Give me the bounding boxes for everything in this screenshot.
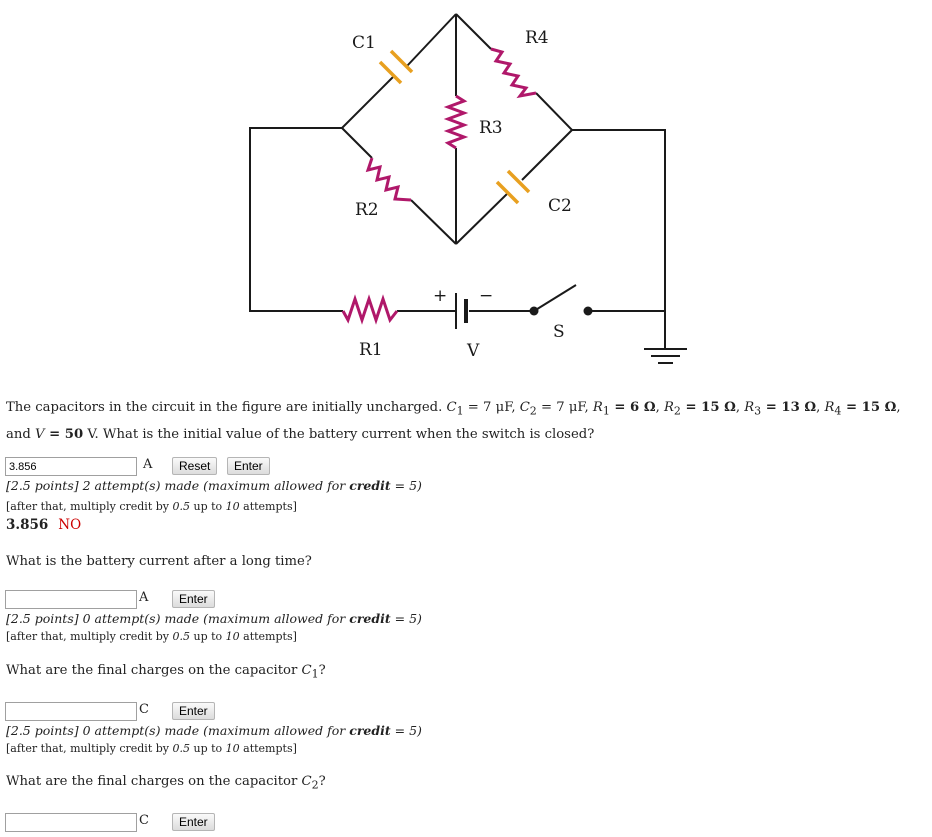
limit-1: 10 bbox=[225, 500, 240, 513]
response-value-1: 3.856 bbox=[6, 517, 49, 533]
unit-label-2: A bbox=[139, 590, 149, 605]
after-2: [after that, multiply credit by bbox=[6, 630, 173, 643]
attempts-2: 0 attempt(s) made (maximum allowed for bbox=[78, 611, 350, 626]
max-1: = 5) bbox=[390, 478, 422, 493]
val-r1: = 6 Ω bbox=[609, 400, 656, 415]
problem-suffix: V. What is the initial value of the battery current when the switch is closed? bbox=[83, 426, 595, 442]
answer-input-1[interactable] bbox=[5, 457, 137, 476]
sym-v: V bbox=[35, 426, 45, 442]
response-1 bbox=[6, 517, 81, 533]
limit-2: 10 bbox=[225, 630, 240, 643]
label-plus: + bbox=[433, 286, 448, 306]
upto-1: up to bbox=[189, 500, 226, 513]
unit-label-4: C bbox=[139, 813, 149, 828]
attw-3: attempts] bbox=[239, 742, 297, 755]
unit-label-3: C bbox=[139, 702, 149, 717]
multiplier-info-3 bbox=[6, 742, 297, 755]
label-r1: R1 bbox=[359, 340, 383, 360]
multiplier-info-2 bbox=[6, 630, 297, 643]
enter-button-2[interactable]: Enter bbox=[172, 590, 215, 608]
sep-3: , bbox=[655, 400, 664, 415]
question-4-prompt bbox=[6, 774, 326, 792]
val-r4: = 15 Ω bbox=[841, 400, 897, 415]
q3-end: ? bbox=[318, 663, 326, 678]
credit-2: credit bbox=[349, 611, 391, 626]
response-status-1: NO bbox=[58, 517, 82, 533]
val-v: = 50 bbox=[44, 426, 84, 442]
reset-button-1[interactable]: Reset bbox=[172, 457, 217, 475]
label-c2: C2 bbox=[548, 196, 572, 216]
max-2: = 5) bbox=[390, 611, 422, 626]
answer-input-4[interactable] bbox=[5, 813, 137, 832]
label-r2: R2 bbox=[355, 200, 379, 220]
question-3-prompt bbox=[6, 663, 326, 681]
label-v: V bbox=[467, 341, 480, 361]
points-2: [2.5 points] bbox=[6, 611, 79, 626]
sym-r3: R bbox=[744, 400, 755, 415]
resistor-r3-icon bbox=[448, 96, 464, 148]
factor-1: 0.5 bbox=[172, 500, 190, 513]
sym-r1: R bbox=[592, 400, 603, 415]
val-r2: = 15 Ω bbox=[680, 400, 736, 415]
answer-input-3[interactable] bbox=[5, 702, 137, 721]
enter-button-4[interactable]: Enter bbox=[172, 813, 215, 831]
and-word: , and bbox=[6, 400, 901, 442]
label-s: S bbox=[553, 322, 565, 342]
credit-3: credit bbox=[349, 723, 391, 738]
q4-end: ? bbox=[318, 774, 326, 789]
unit-c2: μF bbox=[568, 400, 585, 415]
label-minus: − bbox=[479, 286, 494, 306]
sep-5: , bbox=[816, 400, 825, 415]
sym-r4: R bbox=[824, 400, 835, 415]
credit-1: credit bbox=[349, 478, 391, 493]
after-3: [after that, multiply credit by bbox=[6, 742, 173, 755]
resistor-r1-icon bbox=[343, 299, 397, 320]
circuit-wires bbox=[250, 14, 687, 363]
enter-button-1[interactable]: Enter bbox=[227, 457, 270, 475]
q4-sub: 2 bbox=[311, 778, 319, 792]
sep-1: , bbox=[511, 400, 520, 415]
val-c2: = 7 bbox=[536, 400, 569, 415]
factor-2: 0.5 bbox=[172, 630, 190, 643]
q3-sym: C bbox=[301, 663, 312, 678]
attempts-1: 2 attempt(s) made (maximum allowed for bbox=[78, 478, 350, 493]
sub-r3: 3 bbox=[754, 404, 762, 418]
attw-1: attempts] bbox=[239, 500, 297, 513]
attempts-info-3 bbox=[6, 723, 422, 738]
sep-4: , bbox=[735, 400, 745, 415]
multiplier-info-1 bbox=[6, 500, 297, 513]
sub-r1: 1 bbox=[602, 404, 610, 418]
q4-text: What are the final charges on the capacitor bbox=[6, 774, 302, 789]
resistor-r4-icon bbox=[491, 49, 536, 96]
attempts-3: 0 attempt(s) made (maximum allowed for bbox=[78, 723, 350, 738]
upto-3: up to bbox=[189, 742, 226, 755]
switch-contact-right bbox=[584, 307, 593, 316]
q3-text: What are the final charges on the capacitor bbox=[6, 663, 302, 678]
battery-icon bbox=[456, 293, 466, 329]
sym-c2: C bbox=[519, 400, 530, 415]
q4-sym: C bbox=[301, 774, 312, 789]
attempts-info-1 bbox=[6, 478, 422, 493]
label-r3: R3 bbox=[479, 118, 503, 138]
answer-input-2[interactable] bbox=[5, 590, 137, 609]
sub-r2: 2 bbox=[673, 404, 681, 418]
upto-2: up to bbox=[189, 630, 226, 643]
sym-c1: C bbox=[446, 400, 457, 415]
sub-r4: 4 bbox=[834, 404, 842, 418]
capacitor-c1-icon bbox=[380, 51, 412, 83]
question-2-prompt: What is the battery current after a long time? bbox=[6, 554, 312, 569]
resistor-r2-icon bbox=[368, 158, 411, 200]
sym-r2: R bbox=[663, 400, 674, 415]
circuit-diagram bbox=[0, 0, 932, 390]
points-1: [2.5 points] bbox=[6, 478, 79, 493]
sep-2: , bbox=[584, 400, 593, 415]
factor-3: 0.5 bbox=[172, 742, 190, 755]
after-1: [after that, multiply credit by bbox=[6, 500, 173, 513]
label-c1: C1 bbox=[352, 33, 376, 53]
unit-c1: μF bbox=[495, 400, 512, 415]
q3-sub: 1 bbox=[311, 667, 319, 681]
val-r3: = 13 Ω bbox=[761, 400, 817, 415]
enter-button-3[interactable]: Enter bbox=[172, 702, 215, 720]
limit-3: 10 bbox=[225, 742, 240, 755]
points-3: [2.5 points] bbox=[6, 723, 79, 738]
sub-c2: 2 bbox=[529, 404, 537, 418]
problem-statement bbox=[6, 396, 928, 446]
val-c1: = 7 bbox=[463, 400, 496, 415]
sub-c1: 1 bbox=[456, 404, 464, 418]
unit-label-1: A bbox=[143, 457, 153, 472]
attempts-info-2 bbox=[6, 611, 422, 626]
attw-2: attempts] bbox=[239, 630, 297, 643]
label-r4: R4 bbox=[525, 28, 549, 48]
max-3: = 5) bbox=[390, 723, 422, 738]
problem-prefix: The capacitors in the circuit in the figure are initially uncharged. bbox=[6, 400, 447, 415]
switch-contact-left bbox=[530, 307, 539, 316]
